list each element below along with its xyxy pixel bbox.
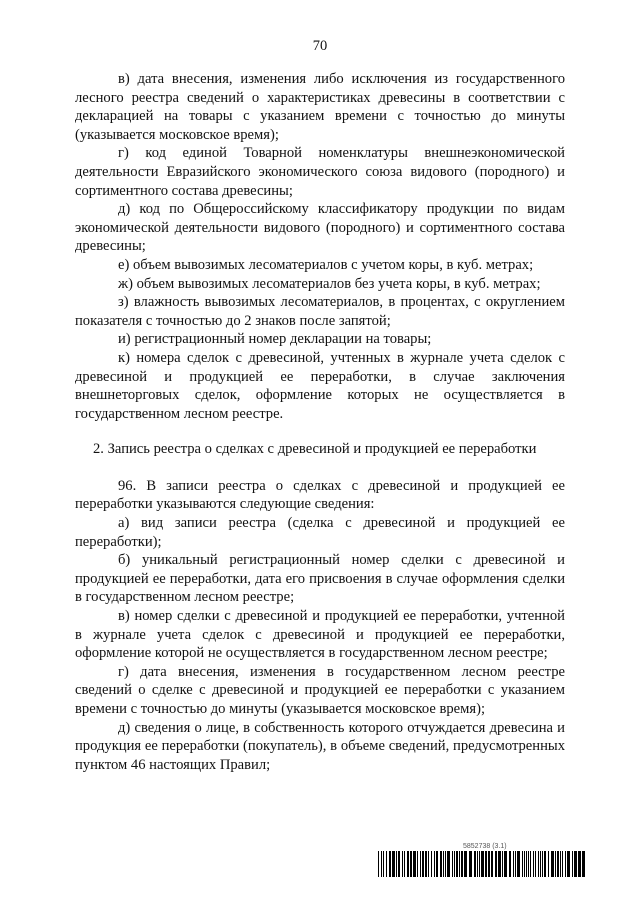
barcode-icon xyxy=(378,851,588,877)
paragraph: а) вид записи реестра (сделка с древесиной и продукцией ее переработки); xyxy=(75,515,565,550)
paragraph: ж) объем вывозимых лесоматериалов без учета коры, в куб. метрах; xyxy=(118,275,541,292)
paragraph: г) код единой Товарной номенклатуры внешнеэкономической деятельности Евразийского экономического союза видового (породного) и сортиментного состава древесины; xyxy=(75,145,565,199)
paragraph: к) номера сделок с древесиной, учтенных в журнале учета сделок с древесиной и продукцией ее переработки, в случае заключения внешнеторговых сделок, оформление которых не осуществляется в государственном лесном реестре. xyxy=(75,349,565,422)
document-body xyxy=(75,70,565,774)
paragraph: б) уникальный регистрационный номер сделки с древесиной и продукцией ее переработки, дата его присвоения в случае оформления сделки в государственном лесном реестре; xyxy=(75,552,565,606)
page-number: 70 xyxy=(312,38,328,54)
paragraph: з) влажность вывозимых лесоматериалов, в процентах, с округлением показателя с точностью до 2 знаков после запятой; xyxy=(75,294,565,329)
section-heading: 2. Запись реестра о сделках с древесиной и продукцией ее переработки xyxy=(93,441,537,458)
paragraph: е) объем вывозимых лесоматериалов с учетом коры, в куб. метрах; xyxy=(118,256,534,273)
paragraph: в) номер сделки с древесиной и продукцией ее переработки, учтенной в журнале учета сделок с древесиной и продукцией ее переработки, оформление которой не осуществляется в государственном лесном реестре; xyxy=(75,608,565,662)
paragraph: 96. В записи реестра о сделках с древесиной и продукцией ее переработки указываются следующие сведения: xyxy=(75,477,565,513)
paragraph: в) дата внесения, изменения либо исключения из государственного лесного реестра сведений о характеристиках древесины в соответствии с декларацией на товары с указанием времени с точностью до минуты (указывается московское время); xyxy=(75,71,565,143)
paragraph: д) код по Общероссийскому классификатору продукции по видам экономической деятельности видового (породного) и сортиментного состава древесины; xyxy=(75,201,565,255)
paragraph: д) сведения о лице, в собственность которого отчуждается древесина и продукция ее переработки (покупатель), в объеме сведений, предусмотренных пунктом 46 настоящих Правил; xyxy=(75,719,565,773)
paragraph: г) дата внесения, изменения в государственном лесном реестре сведений о сделке с древесиной и продукцией ее переработки с указанием времени с точностью до минуты (указывается московское время); xyxy=(75,663,565,717)
paragraph: и) регистрационный номер декларации на товары; xyxy=(118,331,432,348)
document-code: 5852738 (3.1) xyxy=(463,843,507,850)
